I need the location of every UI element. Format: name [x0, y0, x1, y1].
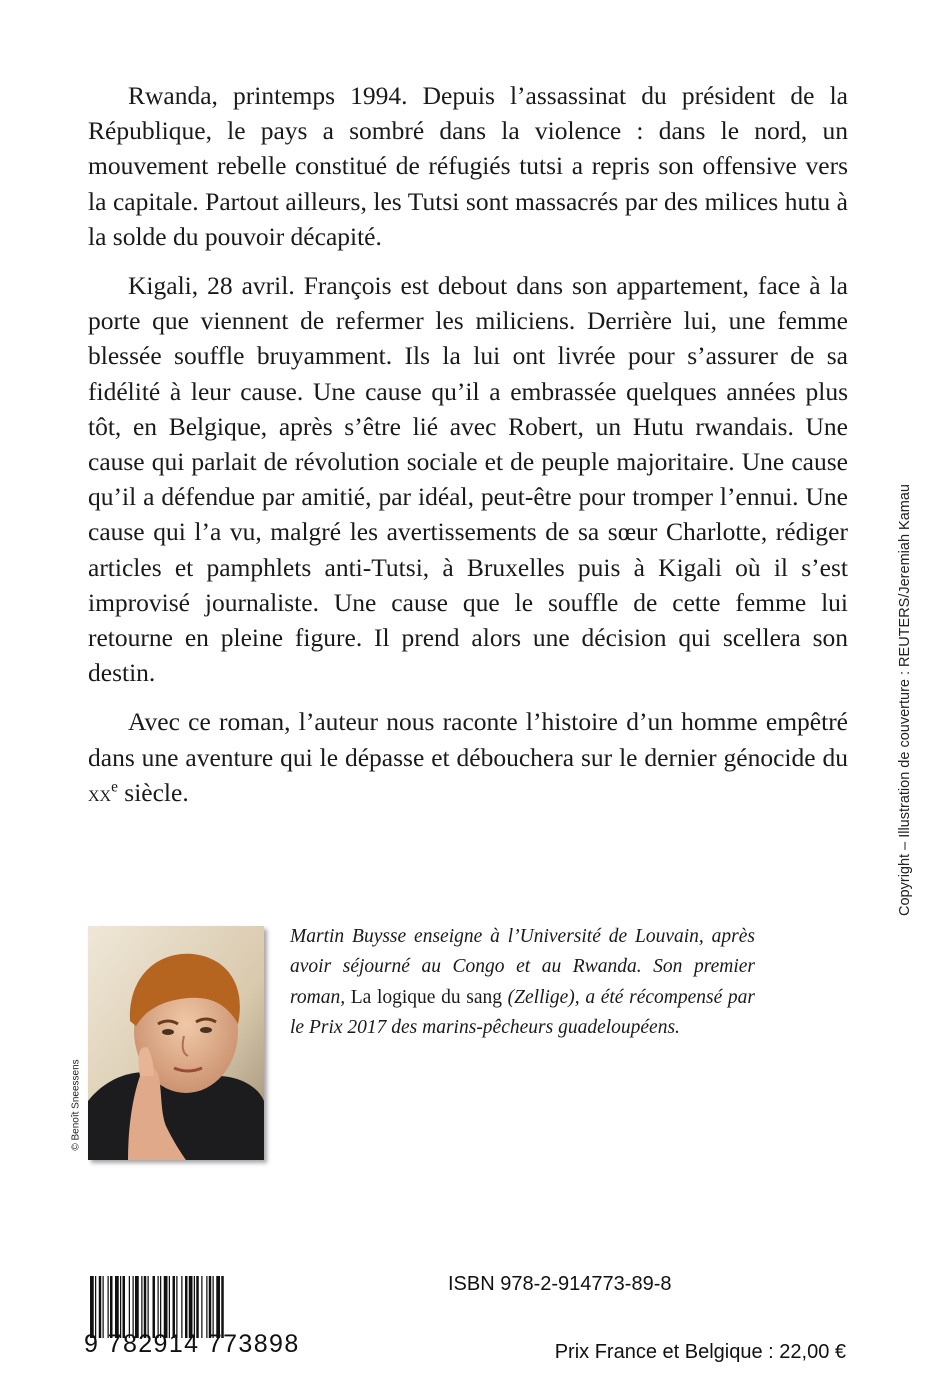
author-photo — [88, 926, 264, 1160]
blurb-paragraph-3-start: Avec ce roman, l’auteur nous raconte l’histoire d’un homme empêtré dans une aventure qui le dépasse et débouchera sur le dernier génocide du — [88, 707, 848, 772]
barcode-bar — [201, 1276, 202, 1338]
barcode-bar — [185, 1276, 188, 1338]
barcode-bar — [99, 1276, 102, 1338]
price-label: Prix France et Belgique : 22,00 € — [554, 1341, 846, 1363]
barcode-bar — [160, 1276, 161, 1338]
barcode-bar — [115, 1276, 119, 1338]
bio-text-part-2: (Zellige), a été récompensé par le Prix 2017 des marins-pêcheurs guadeloupéens. — [290, 986, 755, 1039]
barcode-bar — [196, 1276, 199, 1338]
isbn-number: ISBN 978-2-914773-89-8 — [448, 1273, 672, 1295]
author-bio — [290, 922, 755, 1044]
barcode-bar — [209, 1276, 212, 1338]
barcode-bar — [153, 1276, 156, 1338]
barcode-bar — [181, 1276, 182, 1338]
barcode-bar — [176, 1276, 177, 1338]
barcode-bar — [216, 1276, 220, 1338]
photo-credit: © Benoît Sneessens — [70, 1059, 82, 1151]
barcode-bar — [129, 1276, 130, 1338]
isbn-barcode — [90, 1276, 340, 1338]
barcode-digits: 9 782914 773898 — [84, 1330, 300, 1358]
barcode-bar — [90, 1276, 94, 1338]
blurb-paragraph-1: Rwanda, printemps 1994. Depuis l’assassinat du président de la République, le pays a sombré dans la violence : dans le nord, un mouvement rebelle constitué de réfugiés tutsi a repris son offensive vers la capitale. Partout ailleurs, les Tutsi sont massacrés par des milices hutu à la solde du pouvoir décapité. — [88, 81, 848, 251]
barcode-bar — [148, 1276, 149, 1338]
barcode-bar — [103, 1276, 104, 1338]
barcode-bar — [173, 1276, 176, 1338]
barcode-bar — [141, 1276, 142, 1338]
barcode-bar — [164, 1276, 168, 1338]
barcode-bar — [108, 1276, 109, 1338]
barcode-bar — [206, 1276, 207, 1338]
barcode-bar — [169, 1276, 170, 1338]
author-portrait-image — [88, 926, 264, 1160]
bio-book-title: La logique du sang — [350, 986, 502, 1008]
barcode-bar — [135, 1276, 139, 1338]
barcode-bar — [194, 1276, 195, 1338]
barcode-bar — [110, 1276, 113, 1338]
back-cover-blurb — [88, 78, 848, 826]
blurb-paragraph-2: Kigali, 28 avril. François est debout dans son appartement, face à la porte que viennent de refermer les miliciens. Derrière lui, une femme blessée souffle bruyamment. Ils la lui ont livrée pour s’assurer de sa fidélité à leur cause. Une cause qu’il a embrassée quelques années plus tôt, en Belgique, après s’être lié avec Robert, un Hutu rwandais. Une cause qui parlait de révolution sociale et de peuple majoritaire. Une cause qu’il a défendue par amitié, par idéal, peut-être pour tromper l’ennui. Une cause qui l’a vu, malgré les avertissements de sa sœur Charlotte, rédiger articles et pamphlets anti-Tutsi, à Bruxelles puis à Kigali où il s’est improvisé journaliste. Une cause que le souffle de cette femme lui retourne en pleine figure. Il prend alors une décision qui scellera son destin. — [88, 271, 848, 688]
barcode-bar — [144, 1276, 147, 1338]
century-numeral: xx — [88, 780, 112, 807]
barcode-bar — [158, 1276, 159, 1338]
barcode-bar — [133, 1276, 134, 1338]
barcode-bar — [95, 1276, 96, 1338]
blurb-paragraph-3 — [88, 704, 848, 812]
cover-illustration-credit: Copyright – Illustration de couverture : REUTERS/Jeremiah Kamau — [897, 484, 913, 916]
barcode-bar — [120, 1276, 121, 1338]
barcode-bar — [221, 1276, 224, 1338]
barcode-bar — [123, 1276, 126, 1338]
barcode-bar — [189, 1276, 193, 1338]
bio-text-part-1: Martin Buysse enseigne à l’Université de Louvain, après avoir séjourné au Congo et au Rwanda. Son premier roman, — [290, 926, 755, 1008]
barcode-bar — [213, 1276, 214, 1338]
century-superscript: e — [111, 778, 118, 796]
blurb-paragraph-3-end: siècle. — [117, 777, 189, 807]
